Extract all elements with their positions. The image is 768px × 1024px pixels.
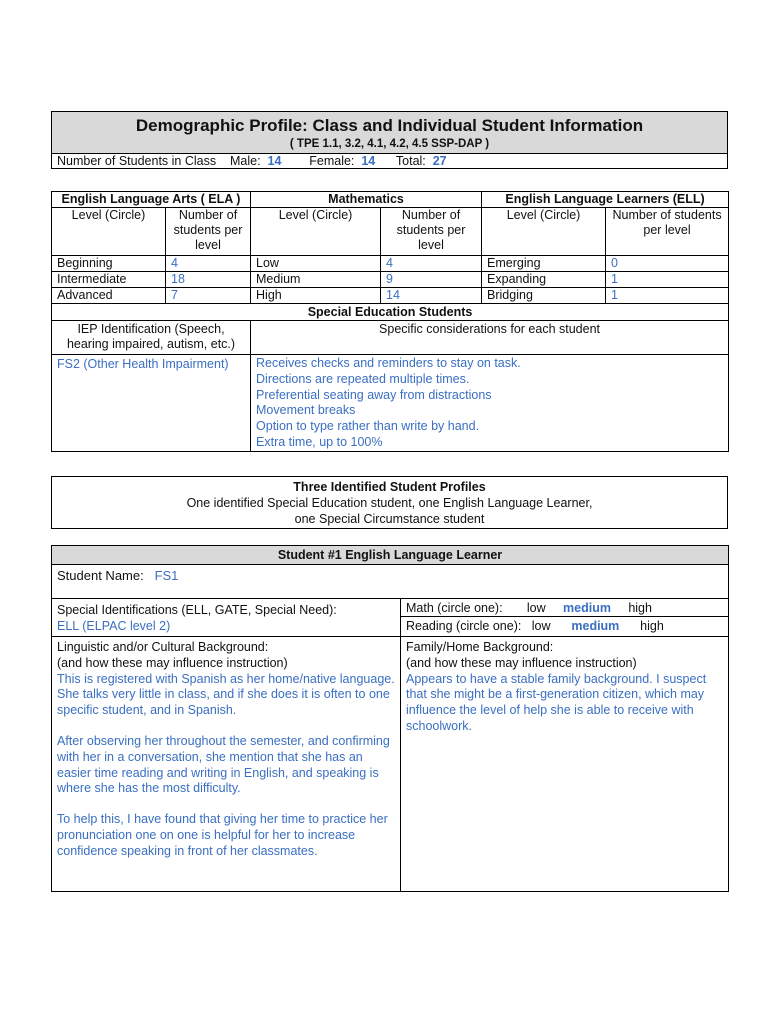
special-id-value: ELL (ELPAC level 2): [57, 619, 171, 633]
male-value: 14: [267, 154, 282, 168]
title-cell: [52, 112, 728, 154]
ela-count: 4: [166, 256, 251, 272]
reading-option-high: high: [640, 619, 664, 633]
num-students-label: Number of Students in Class: [57, 154, 217, 168]
total-label: Total:: [395, 154, 426, 168]
math-level-row: [401, 599, 728, 617]
student-name-value: FS1: [154, 568, 179, 583]
page-subtitle: ( TPE 1.1, 3.2, 4.1, 4.2, 4.5 SSP-DAP ): [289, 138, 490, 150]
profiles-line-2: one Special Circumstance student: [294, 512, 485, 526]
profiles-cell: [52, 477, 728, 529]
table-row: [52, 256, 729, 272]
consideration-item: Option to type rather than write by hand.: [256, 419, 480, 434]
family-label: Family/Home Background:: [406, 640, 554, 654]
ell-level-header: Level (Circle): [482, 208, 606, 256]
student1-header: Student #1 English Language Learner: [52, 546, 729, 565]
ell-count: 1: [606, 288, 729, 304]
special-ed-header: Special Education Students: [52, 304, 729, 321]
student-name-row: [52, 565, 729, 599]
math-count-header: Number of students per level: [381, 208, 482, 256]
special-id-cell: [52, 599, 401, 637]
ell-level: Bridging: [482, 288, 606, 304]
ela-level: Beginning: [52, 256, 166, 272]
circle-one-cell: [401, 599, 729, 637]
linguistic-paragraph-1: This is registered with Spanish as her home/native language. She talks very little in class, and if she does it is often to one specific student, and in Spanish.: [57, 671, 395, 718]
ell-count: 1: [606, 272, 729, 288]
linguistic-sub: (and how these may influence instruction): [57, 655, 288, 670]
math-level: Medium: [251, 272, 381, 288]
ell-header: English Language Learners (ELL): [482, 192, 729, 208]
consideration-item: Movement breaks: [256, 403, 356, 418]
math-count: 9: [381, 272, 482, 288]
considerations-header: Specific considerations for each student: [251, 321, 729, 355]
considerations-list: [251, 355, 729, 452]
math-count: 14: [381, 288, 482, 304]
consideration-item: Extra time, up to 100%: [256, 434, 383, 449]
reading-option-medium: medium: [571, 619, 620, 633]
ela-count: 7: [166, 288, 251, 304]
family-background-cell: [401, 637, 729, 892]
math-level: Low: [251, 256, 381, 272]
math-header: Mathematics: [251, 192, 482, 208]
ell-level: Emerging: [482, 256, 606, 272]
consideration-item: Preferential seating away from distractions: [256, 387, 492, 402]
reading-level-row: [401, 617, 728, 636]
student-count-row: [52, 154, 728, 169]
math-level-header: Level (Circle): [251, 208, 381, 256]
female-value: 14: [361, 154, 376, 168]
page-title: Demographic Profile: Class and Individual Student Information: [135, 116, 644, 135]
consideration-item: Receives checks and reminders to stay on task.: [256, 356, 521, 370]
consideration-item: Directions are repeated multiple times.: [256, 371, 470, 386]
student1-table: [51, 545, 729, 892]
ela-level: Advanced: [52, 288, 166, 304]
male-label: Male:: [230, 154, 261, 168]
levels-table: [51, 191, 729, 452]
special-id-label: Special Identifications (ELL, GATE, Special Need):: [57, 603, 337, 617]
math-option-medium: medium: [563, 601, 611, 615]
total-value: 27: [432, 154, 447, 168]
math-circle-label: Math (circle one):: [406, 601, 503, 615]
reading-option-low: low: [531, 619, 551, 633]
profiles-box: [51, 476, 728, 529]
math-count: 4: [381, 256, 482, 272]
ela-level: Intermediate: [52, 272, 166, 288]
ell-level: Expanding: [482, 272, 606, 288]
linguistic-background-cell: [52, 637, 401, 892]
iep-header: IEP Identification (Speech, hearing impaired, autism, etc.): [52, 321, 251, 355]
ela-count-header: Number of students per level: [166, 208, 251, 256]
math-option-low: low: [526, 601, 546, 615]
profiles-title: Three Identified Student Profiles: [293, 480, 486, 494]
iep-value: FS2 (Other Health Impairment): [52, 355, 251, 452]
linguistic-paragraph-2: After observing her throughout the semester, and confirming with her in a conversation, she mention that she has an easier time reading and writing in English, and speaking is where she has the most difficulty.: [57, 733, 390, 796]
table-row: [52, 272, 729, 288]
ell-count-header: Number of students per level: [606, 208, 729, 256]
ell-count: 0: [606, 256, 729, 272]
reading-circle-label: Reading (circle one):: [406, 619, 522, 633]
profiles-line-1: One identified Special Education student, one English Language Learner,: [186, 496, 593, 510]
student-name-label: Student Name:: [57, 568, 144, 583]
family-paragraph-1: Appears to have a stable family background. I suspect that she might be a first-generation citizen, which may influence the level of help she is able to receive with schoolwork.: [406, 671, 707, 733]
female-label: Female:: [309, 154, 355, 168]
ela-count: 18: [166, 272, 251, 288]
family-sub: (and how these may influence instruction): [406, 655, 637, 670]
demographic-header-table: [51, 111, 728, 169]
table-row: [52, 288, 729, 304]
math-level: High: [251, 288, 381, 304]
linguistic-label: Linguistic and/or Cultural Background:: [57, 640, 269, 654]
ela-level-header: Level (Circle): [52, 208, 166, 256]
linguistic-paragraph-3: To help this, I have found that giving her time to practice her pronunciation one on one is helpful for her to increase confidence speaking in front of her classmates.: [57, 812, 388, 858]
math-option-high: high: [628, 601, 652, 615]
ela-header: English Language Arts ( ELA ): [52, 192, 251, 208]
